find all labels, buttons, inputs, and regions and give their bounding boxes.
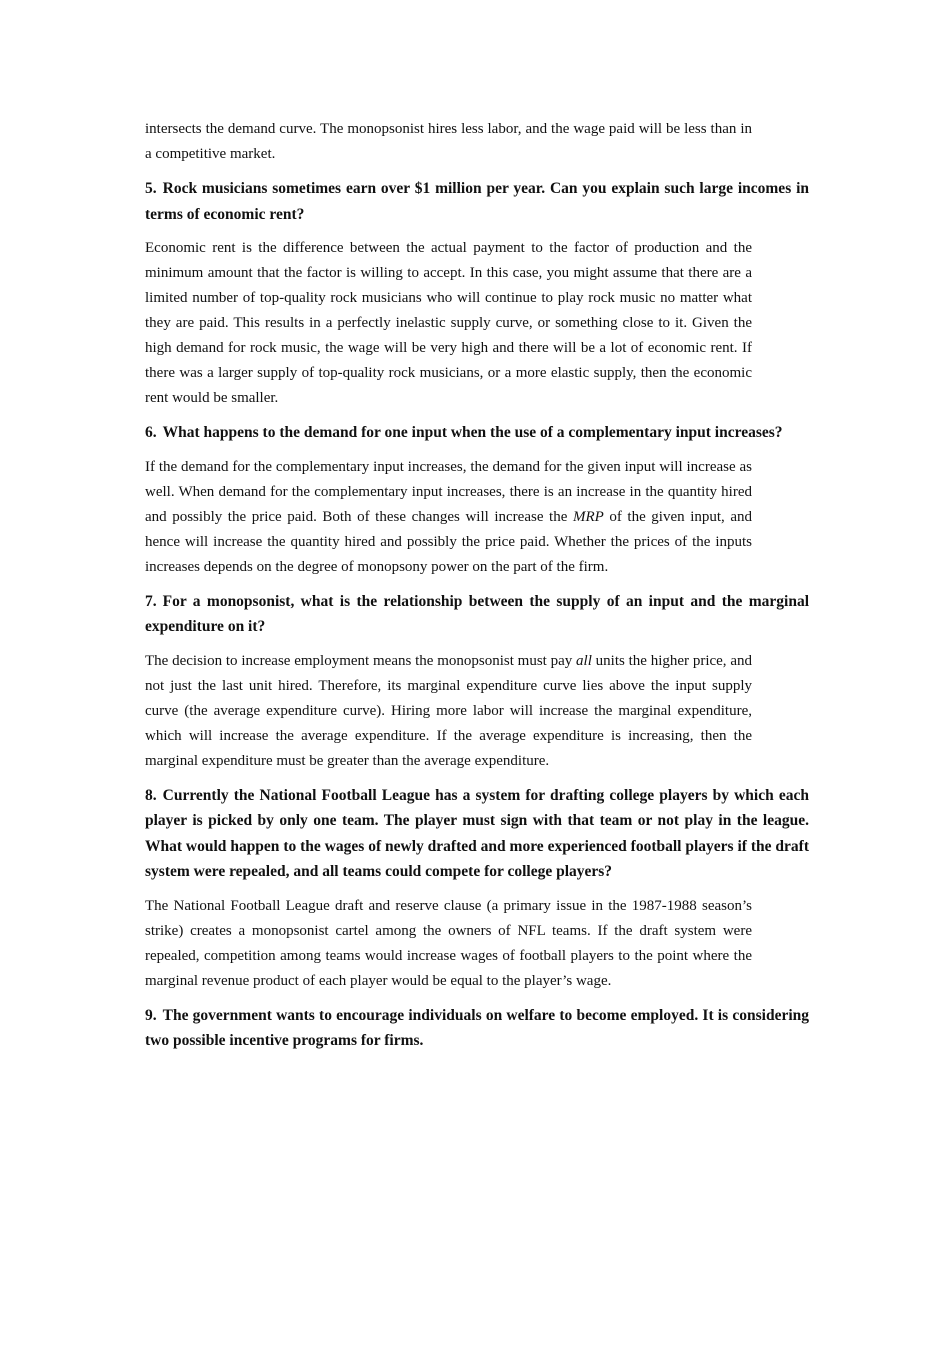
question-6-text: What happens to the demand for one input when the use of a complementary input increases? [162,424,783,441]
document-page [145,117,809,1054]
question-5-number: 5. [145,180,157,197]
answer-7 [145,649,752,774]
question-7 [145,589,809,640]
answer-5: Economic rent is the difference between the actual payment to the factor of production and the minimum amount that the factor is willing to accept. In this case, you might assume that there are a limited number of top-quality rock musicians who will continue to play rock music no matter what they are paid. This results in a perfectly inelastic supply curve, or something close to it. Given the high demand for rock music, the wage will be very high and there will be a lot of economic rent. If there was a larger supply of top-quality rock musicians, or a more elastic supply, then the economic rent would be smaller. [145,240,752,406]
answer-6-italic-term: MRP [572,508,604,525]
question-9-text: The government wants to encourage individuals on welfare to become employed. It is considering two possible incentive programs for firms. [145,1006,809,1049]
answer-8: The National Football League draft and reserve clause (a primary issue in the 1987-1988 season’s strike) creates a monopsonist cartel among the owners of NFL teams. If the draft system were repealed, competition among teams would increase wages of football players to the point where the marginal revenue product of each player would be equal to the player’s wage. [145,897,752,989]
answer-7-part1: The decision to increase employment means the monopsonist must pay [145,652,577,669]
question-7-text: For a monopsonist, what is the relationship between the supply of an input and the marginal expenditure on it? [145,592,809,635]
question-5 [145,176,809,227]
answer-7-italic-term: all [576,652,592,669]
answer-6-part2: of the given input, and hence will increase the quantity hired and possibly the price paid. Whether the prices of the inputs increases depends on the degree of monopsony power on the part of the firm. [145,508,753,575]
question-8-number: 8. [145,786,157,804]
question-8-text: Currently the National Football League has a system for drafting college players by which each player is picked by only one team. The player must sign with that team or not play in the league. What would happen to the wages of newly drafted and more experienced football players if the draft system were repealed, and all teams could compete for college players? [145,786,809,880]
answer-6 [145,455,752,580]
question-6-number: 6. [145,424,157,441]
question-8 [145,783,809,885]
answer-7-part2: units the higher price, and not just the last unit hired. Therefore, its marginal expenditure curve lies above the input supply curve (the average expenditure curve). Hiring more labor will increase the marginal expenditure, which will increase the average expenditure. If the average expenditure is increasing, then the marginal expenditure must be greater than the average expenditure. [145,652,752,769]
question-9 [145,1003,809,1054]
intro-paragraph: intersects the demand curve. The monopsonist hires less labor, and the wage paid will be less than in a competitive market. [145,121,752,162]
question-6 [145,420,809,446]
question-7-number: 7. [145,592,157,610]
question-9-number: 9. [145,1006,157,1024]
question-5-text: Rock musicians sometimes earn over $1 million per year. Can you explain such large incomes in terms of economic rent? [145,180,809,223]
answer-6-part1: If the demand for the complementary input increases, the demand for the given input will increase as well. When demand for the complementary input increases, there is an increase in the quantity hired and possibly the price paid. Both of these changes will increase the [145,458,752,525]
